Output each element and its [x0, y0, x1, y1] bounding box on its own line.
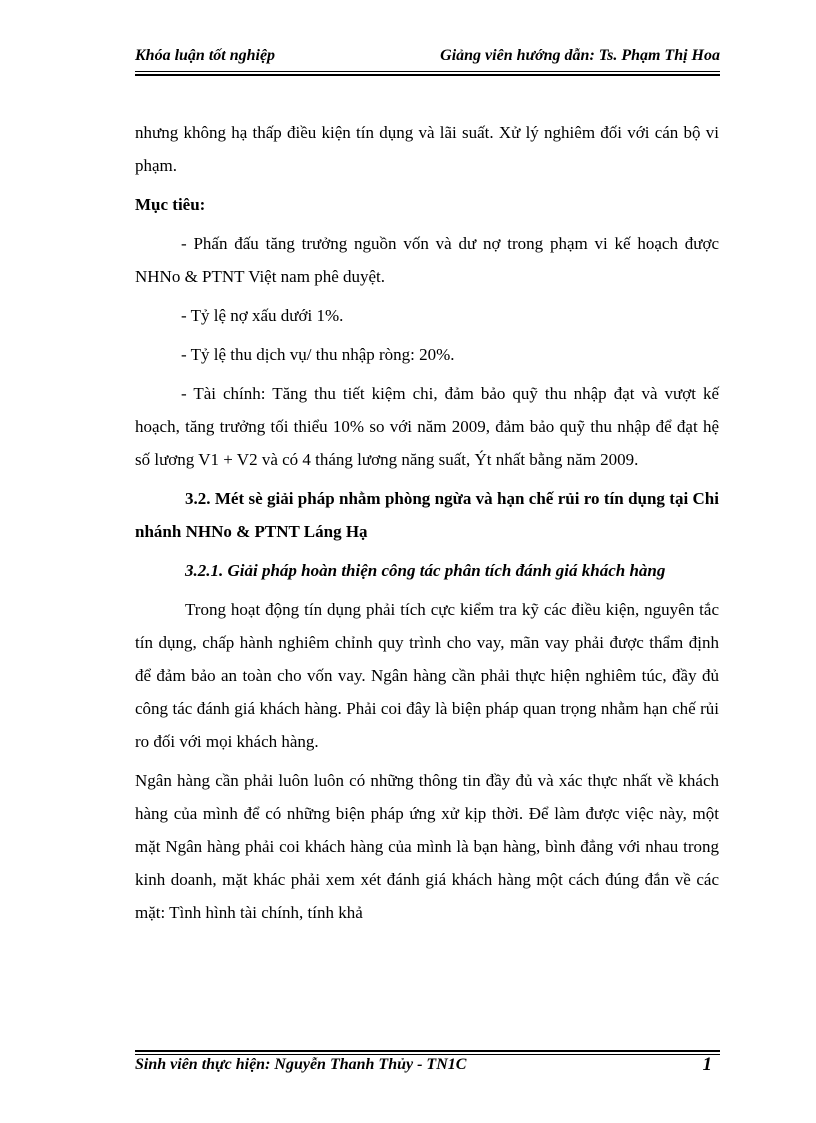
heading-muc-tieu: Mục tiêu:	[135, 195, 206, 214]
bullet-item: - Tỷ lệ nợ xấu dưới 1%.	[181, 306, 344, 325]
page-header	[135, 47, 720, 71]
footer-student: Sinh viên thực hiện: Nguyễn Thanh Thủy - TN1C	[135, 1056, 467, 1073]
page-number: 1	[702, 1054, 712, 1075]
subsection-heading-3-2-1: 3.2.1. Giải pháp hoàn thiện công tác phân tích đánh giá khách hàng	[185, 561, 666, 580]
paragraph-continuation: nhưng không hạ thấp điều kiện tín dụng và lãi suất. Xử lý nghiêm đối với cán bộ vi phạm.	[135, 123, 719, 175]
footer-rule	[135, 1054, 720, 1055]
header-rule-thick	[135, 74, 720, 76]
bullet-item: - Tỷ lệ thu dịch vụ/ thu nhập ròng: 20%.	[181, 345, 455, 364]
header-thesis-title: Khóa luận tốt nghiệp	[135, 47, 276, 64]
bullet-item: - Phấn đấu tăng trưởng nguồn vốn và dư nợ trong phạm vi kế hoạch được NHNo & PTNT Việt nam phê duyệt.	[135, 234, 719, 286]
footer-rule-thick	[135, 1050, 720, 1052]
paragraph: Trong hoạt động tín dụng phải tích cực kiểm tra kỹ các điều kiện, nguyên tắc tín dụng, chấp hành nghiêm chỉnh quy trình cho vay, mãn vay phải được thẩm định để đảm bảo an toàn cho vốn vay. Ngân hàng cần phải thực hiện nghiêm túc, đầy đủ công tác đánh giá khách hàng. Phải coi đây là biện pháp quan trọng nhằm hạn chế rủi ro đối với mọi khách hàng.	[135, 600, 719, 751]
paragraph: Ngân hàng cần phải luôn luôn có những thông tin đầy đủ và xác thực nhất về khách hàng của mình để có những biện pháp ứng xử kịp thời. Để làm được việc này, một mặt Ngân hàng phải coi khách hàng của mình là bạn hàng, bình đẳng với nhau trong kinh doanh, mặt khác phải xem xét đánh giá khách hàng một cách đúng đắn về các mặt: Tình hình tài chính, tính khả	[135, 771, 719, 922]
header-supervisor: Giảng viên hướng dẫn: Ts. Phạm Thị Hoa	[440, 47, 720, 64]
header-rule	[135, 71, 720, 72]
page-body	[135, 116, 719, 929]
bullet-item: - Tài chính: Tăng thu tiết kiệm chi, đảm bảo quỹ thu nhập đạt và vượt kế hoạch, tăng trưởng tối thiểu 10% so với năm 2009, đảm bảo quỹ thu nhập để đạt hệ số lương V1 + V2 và có 4 tháng lương năng suất, Ýt nhất bằng năm 2009.	[135, 384, 719, 469]
page-footer	[135, 1056, 720, 1080]
section-heading-3-2: 3.2. Mét sè giải pháp nhằm phòng ngừa và hạn chế rủi ro tín dụng tại Chi nhánh NHNo & PTNT Láng Hạ	[135, 489, 719, 541]
